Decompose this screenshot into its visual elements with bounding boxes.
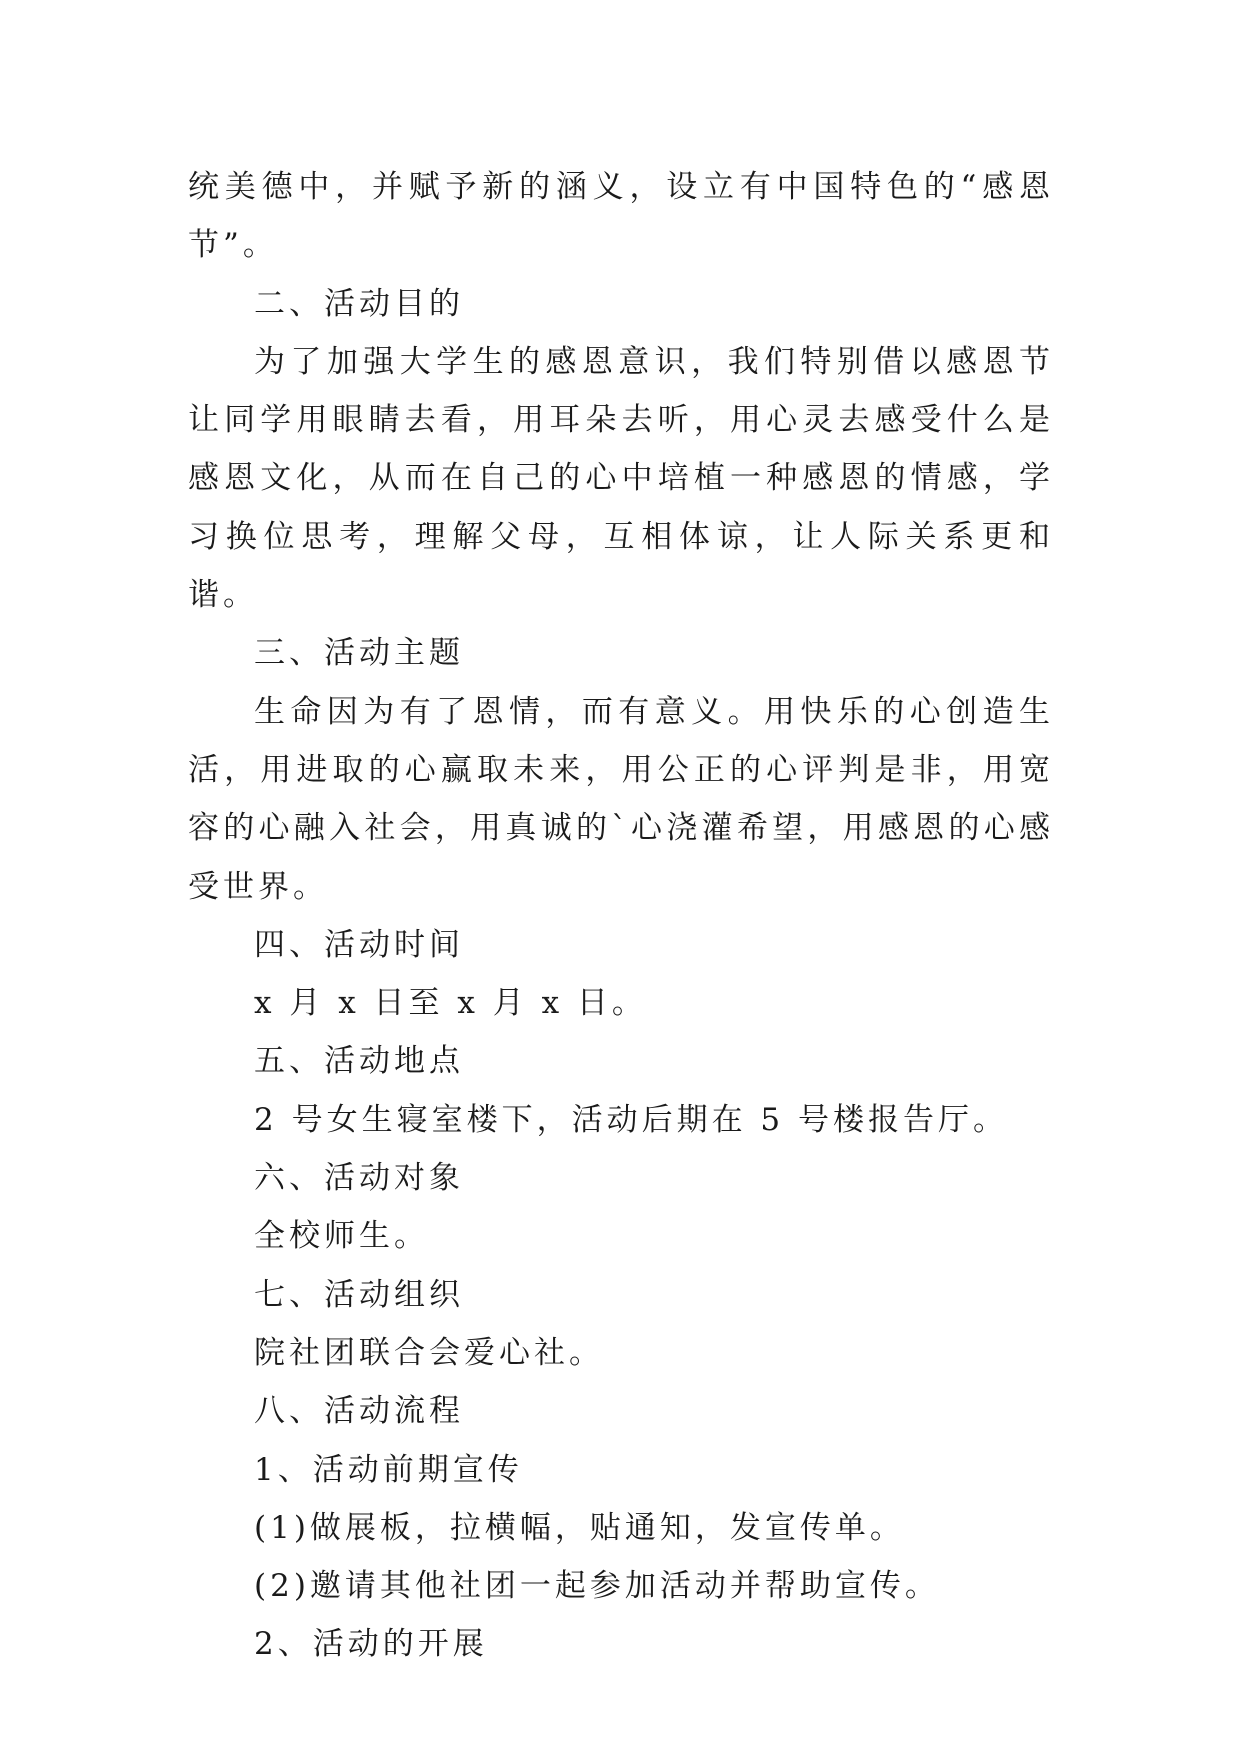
document-body [188,158,1054,1674]
paragraph-theme: 生命因为有了恩情，而有意义。用快乐的心创造生活，用进取的心赢取未来，用公正的心评判是非，用宽容的心融入社会，用真诚的`心浇灌希望，用感恩的心感受世界。 [188,693,1054,905]
section-heading-process: 八、活动流程 [254,1393,464,1430]
paragraph-location: 2 号女生寝室楼下，活动后期在 5 号楼报告厅。 [254,1101,1009,1138]
list-item-promotion-2: (2)邀请其他社团一起参加活动并帮助宣传。 [254,1568,940,1605]
paragraph-intro-continuation: 统美德中，并赋予新的涵义，设立有中国特色的“感恩节”。 [188,169,1054,264]
list-item-promotion-1: (1)做展板，拉横幅，贴通知，发宣传单。 [254,1509,905,1546]
section-heading-organizer: 七、活动组织 [254,1276,464,1313]
section-heading-time: 四、活动时间 [254,926,464,963]
paragraph-organizer: 院社团联合会爱心社。 [254,1334,604,1371]
subheading-execution: 2、活动的开展 [254,1626,488,1663]
paragraph-audience: 全校师生。 [254,1218,429,1255]
section-heading-location: 五、活动地点 [254,1043,464,1080]
paragraph-purpose: 为了加强大学生的感恩意识，我们特别借以感恩节让同学用眼睛去看，用耳朵去听，用心灵去感受什么是感恩文化，从而在自己的心中培植一种感恩的情感，学习换位思考，理解父母，互相体谅，让人际关系更和谐。 [188,343,1054,614]
paragraph-time: x 月 x 日至 x 月 x 日。 [254,985,647,1022]
subheading-promotion: 1、活动前期宣传 [254,1451,523,1488]
section-heading-audience: 六、活动对象 [254,1160,464,1197]
section-heading-theme: 三、活动主题 [254,635,464,672]
section-heading-purpose: 二、活动目的 [254,285,464,322]
